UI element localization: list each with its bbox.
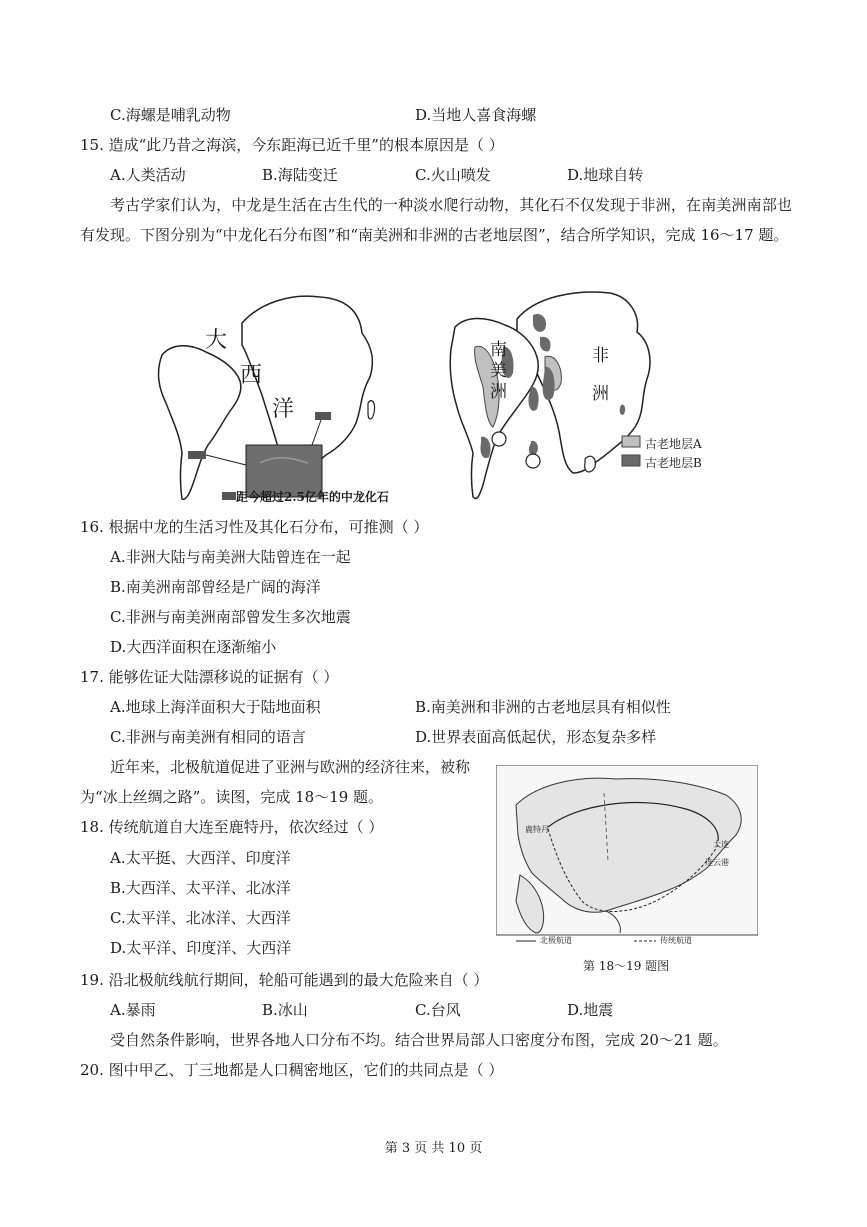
map1-legend-text: 距今超过2.5亿年的中龙化石: [236, 490, 389, 504]
q19-option-a: A.暴雨: [110, 1001, 156, 1019]
ancient-strata-map: [445, 287, 725, 507]
fossil-marker-south-america: [188, 451, 206, 459]
map2-legend-b: 古老地层B: [645, 456, 702, 470]
q20-stem: 20. 图中甲乙、丁三地都是人口稠密地区，它们的共同点是（ ）: [80, 1061, 504, 1079]
map3-legend-right: 传统航道: [660, 936, 692, 945]
q15-option-d: D.地球自转: [567, 166, 644, 184]
q16-option-b: B.南美洲南部曾经是广阔的海洋: [110, 578, 321, 596]
legend-a-swatch: [622, 436, 640, 447]
q16-option-c: C.非洲与南美洲南部曾发生多次地震: [110, 608, 351, 626]
map3-city-dalian: 大连: [713, 840, 729, 849]
passage-18-19-line1: 近年来，北极航道促进了亚洲与欧洲的经济往来，被称: [110, 758, 471, 776]
map2-label-mei: 美: [490, 361, 507, 381]
map3-caption: 第 18～19 题图: [583, 959, 670, 973]
passage-20-21: 受自然条件影响，世界各地人口分布不均。结合世界局部人口密度分布图，完成 20～21 题。: [110, 1031, 728, 1049]
legend-fossil-swatch: [222, 492, 236, 500]
q17-option-b: B.南美洲和非洲的古老地层具有相似性: [415, 698, 671, 716]
q17-option-a: A.地球上海洋面积大于陆地面积: [110, 698, 321, 716]
q19-option-b: B.冰山: [262, 1001, 308, 1019]
q15-option-b: B.海陆变迁: [262, 166, 338, 184]
q19-option-d: D.地震: [567, 1001, 614, 1019]
page-footer: 第 3 页 共 10 页: [384, 1141, 483, 1156]
map2-label-fei: 非: [592, 346, 609, 366]
legend-b-swatch: [622, 455, 640, 466]
q17-option-c: C.非洲与南美洲有相同的语言: [110, 728, 306, 746]
map2-legend-a: 古老地层A: [645, 437, 702, 451]
map1-label-xi: 西: [240, 363, 263, 388]
q19-stem: 19. 沿北极航线航行期间，轮船可能遇到的最大危险来自（ ）: [80, 971, 489, 989]
map2-label-africa-zhou: 洲: [592, 384, 609, 404]
q14-option-d: D.当地人喜食海螺: [415, 106, 537, 124]
map3-city-rotterdam: 鹿特丹: [525, 825, 549, 834]
map1-label-yang: 洋: [272, 397, 295, 422]
q18-option-b: B.大西洋、太平洋、北冰洋: [110, 879, 291, 897]
q18-stem: 18. 传统航道自大连至鹿特丹，依次经过（ ）: [80, 818, 384, 836]
stratum-b-africa-6: [529, 441, 538, 456]
passage-16-17: 考古学家们认为，中龙是生活在古生代的一种淡水爬行动物，其化石不仅发现于非洲，在南美洲南部也有发现。下图分别为“中龙化石分布图”和“南美洲和非洲的古老地层图”，结合所学知识，完成 16～17 题。: [80, 196, 792, 244]
q18-option-a: A.太平挺、大西洋、印度洋: [110, 849, 291, 867]
stratum-circle-1: [492, 432, 506, 446]
map3-city-lianyungang: 连云港: [705, 858, 729, 867]
q17-stem: 17. 能够佐证大陆漂移说的证据有（ ）: [80, 668, 339, 686]
q18-option-c: C.太平洋、北冰洋、大西洋: [110, 909, 291, 927]
map3-legend-left: 北极航道: [540, 936, 572, 945]
q15-option-c: C.火山喷发: [415, 166, 491, 184]
q18-option-d: D.太平洋、印度洋、大西洋: [110, 939, 292, 957]
q14-option-c: C.海螺是哺乳动物: [110, 106, 231, 124]
q19-option-c: C.台风: [415, 1001, 461, 1019]
map1-label-da: 大: [205, 328, 228, 353]
stratum-circle-2: [526, 454, 540, 468]
q16-stem: 16. 根据中龙的生活习性及其化石分布，可推测（ ）: [80, 518, 429, 536]
q16-option-a: A.非洲大陆与南美洲大陆曾连在一起: [110, 548, 351, 566]
south-america-outline: [159, 346, 241, 500]
fossil-marker-africa: [315, 412, 331, 420]
q17-option-d: D.世界表面高低起伏，形态复杂多样: [415, 728, 657, 746]
q16-option-d: D.大西洋面积在逐渐缩小: [110, 638, 277, 656]
map2-label-zhou: 洲: [490, 382, 507, 402]
q15-stem: 15. 造成“此乃昔之海滨，今东距海已近千里”的根本原因是（ ）: [80, 136, 504, 154]
map2-label-nan: 南: [490, 340, 507, 360]
passage-18-19-line2: 为“冰上丝绸之路”。读图，完成 18～19 题。: [80, 788, 384, 806]
q15-option-a: A.人类活动: [110, 166, 186, 184]
